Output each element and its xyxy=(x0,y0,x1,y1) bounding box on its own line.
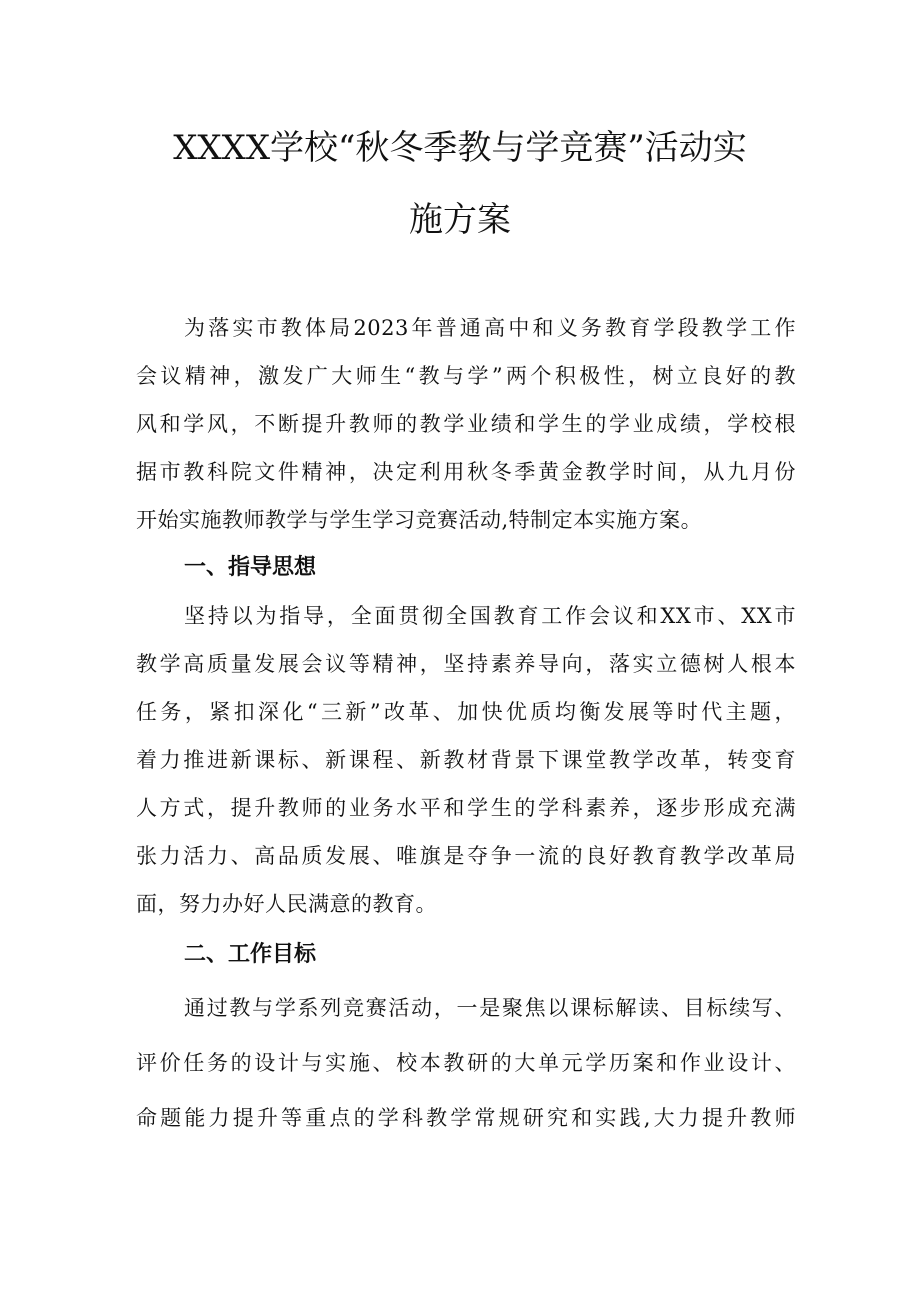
intro-paragraph-line: 风和学风，不断提升教师的教学业绩和学生的学业成绩，学校根 xyxy=(136,412,796,436)
section1-paragraph-line: 人方式，提升教师的业务水平和学生的学科素养，逐步形成充满 xyxy=(136,796,796,820)
section1-paragraph-line: 任务，紧扣深化“三新”改革、加快优质均衡发展等时代主题， xyxy=(136,700,796,724)
intro-paragraph-line: 开始实施教师教学与学生学习竞赛活动,特制定本实施方案。 xyxy=(136,508,703,532)
section1-paragraph-line: 坚持以为指导，全面贯彻全国教育工作会议和XX市、XX市 xyxy=(184,604,796,628)
section2-paragraph-line: 通过教与学系列竞赛活动，一是聚焦以课标解读、目标续写、 xyxy=(184,996,796,1020)
section-heading-guiding-ideology: 一、指导思想 xyxy=(184,555,317,580)
section1-paragraph-line: 着力推进新课标、新课程、新教材背景下课堂教学改革，转变育 xyxy=(136,748,796,772)
section1-paragraph-line: 教学高质量发展会议等精神，坚持素养导向，落实立德树人根本 xyxy=(136,652,796,676)
section1-paragraph-line: 张力活力、高品质发展、唯旗是夺争一流的良好教育教学改革局 xyxy=(136,844,796,868)
document-title-line-2: 施方案 xyxy=(409,200,511,240)
intro-paragraph-line: 会议精神，激发广大师生“教与学”两个积极性，树立良好的教 xyxy=(136,364,796,388)
section-heading-work-goals: 二、工作目标 xyxy=(184,942,317,967)
intro-paragraph-line: 据市教科院文件精神，决定利用秋冬季黄金教学时间，从九月份 xyxy=(136,460,796,484)
section1-paragraph-line: 面，努力办好人民满意的教育。 xyxy=(136,892,437,916)
intro-paragraph-line: 为落实市教体局2023年普通高中和义务教育学段教学工作 xyxy=(184,316,796,340)
section2-paragraph-line: 评价任务的设计与实施、校本教研的大单元学历案和作业设计、 xyxy=(136,1051,796,1075)
section2-paragraph-line: 命题能力提升等重点的学科教学常规研究和实践,大力提升教师 xyxy=(136,1106,796,1130)
document-title-line-1: XXXX学校“秋冬季教与学竞赛”活动实 xyxy=(173,128,747,168)
